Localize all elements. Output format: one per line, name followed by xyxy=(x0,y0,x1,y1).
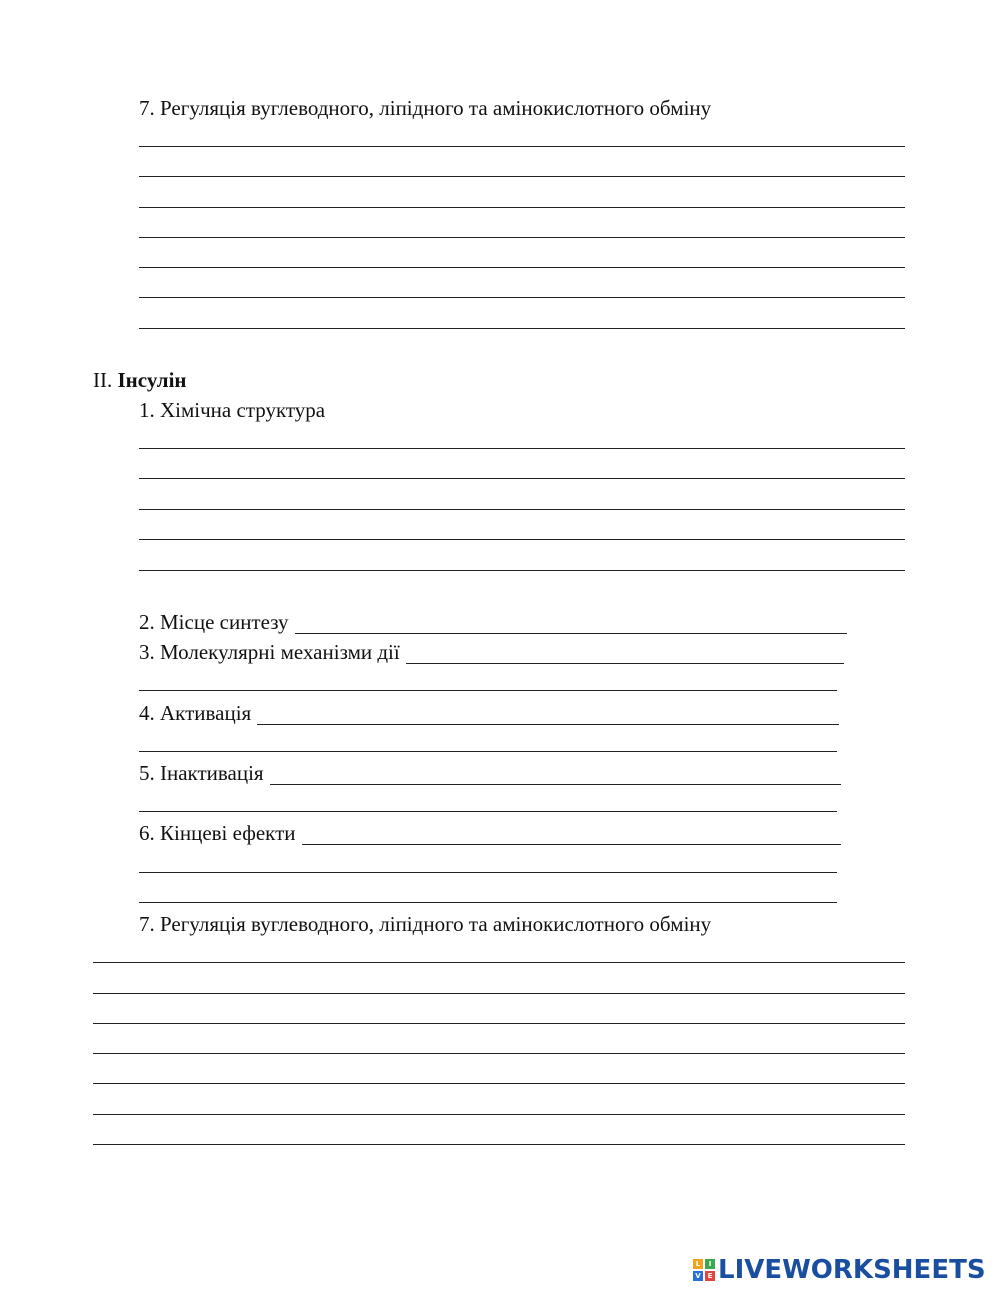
answer-line[interactable] xyxy=(139,297,905,298)
answer-line[interactable] xyxy=(93,1114,905,1115)
item3-row xyxy=(139,640,844,664)
answer-line[interactable] xyxy=(139,872,837,873)
item7-label-top: 7. Регуляція вуглеводного, ліпідного та амінокислотного обміну xyxy=(139,96,712,120)
answer-line[interactable] xyxy=(139,237,905,238)
section-number: II. xyxy=(93,368,113,392)
answer-line[interactable] xyxy=(139,509,905,510)
answer-line[interactable] xyxy=(139,176,905,177)
answer-line[interactable] xyxy=(93,1083,905,1084)
answer-line[interactable] xyxy=(139,539,905,540)
section-heading xyxy=(93,368,187,392)
item5-label: 5. Інактивація xyxy=(139,761,264,785)
logo-block: I xyxy=(705,1259,715,1269)
item2-label: 2. Місце синтезу xyxy=(139,610,289,634)
answer-line[interactable] xyxy=(139,478,905,479)
logo-block: E xyxy=(705,1271,715,1281)
answer-line[interactable] xyxy=(139,267,905,268)
answer-line[interactable] xyxy=(93,1053,905,1054)
answer-line[interactable] xyxy=(93,1144,905,1145)
answer-line[interactable] xyxy=(139,570,905,571)
item2-row xyxy=(139,610,847,634)
item6-answer-line[interactable] xyxy=(302,824,842,845)
answer-line[interactable] xyxy=(139,751,837,752)
item4-answer-line[interactable] xyxy=(257,704,839,725)
answer-line[interactable] xyxy=(139,146,905,147)
answer-line[interactable] xyxy=(93,1023,905,1024)
answer-line[interactable] xyxy=(139,207,905,208)
item7-label: 7. Регуляція вуглеводного, ліпідного та амінокислотного обміну xyxy=(139,912,712,936)
logo-block: L xyxy=(693,1259,703,1269)
item3-answer-line[interactable] xyxy=(406,643,844,664)
item3-label: 3. Молекулярні механізми дії xyxy=(139,640,400,664)
item4-label: 4. Активація xyxy=(139,701,252,725)
item6-label: 6. Кінцеві ефекти xyxy=(139,821,296,845)
answer-line[interactable] xyxy=(93,993,905,994)
answer-line[interactable] xyxy=(139,690,837,691)
answer-line[interactable] xyxy=(93,962,905,963)
item1-label: 1. Хімічна структура xyxy=(139,398,326,422)
item5-row xyxy=(139,761,841,785)
logo-text: LIVEWORKSHEETS xyxy=(718,1255,986,1285)
section-title: Інсулін xyxy=(117,368,187,392)
item2-answer-line[interactable] xyxy=(295,613,847,634)
logo-blocks-icon xyxy=(693,1259,715,1281)
item4-row xyxy=(139,701,839,725)
item5-answer-line[interactable] xyxy=(270,764,841,785)
logo-block: V xyxy=(693,1271,703,1281)
liveworksheets-logo[interactable] xyxy=(693,1253,986,1287)
item6-row xyxy=(139,821,841,845)
answer-line[interactable] xyxy=(139,811,837,812)
answer-line[interactable] xyxy=(139,448,905,449)
answer-line[interactable] xyxy=(139,902,837,903)
answer-line[interactable] xyxy=(139,328,905,329)
